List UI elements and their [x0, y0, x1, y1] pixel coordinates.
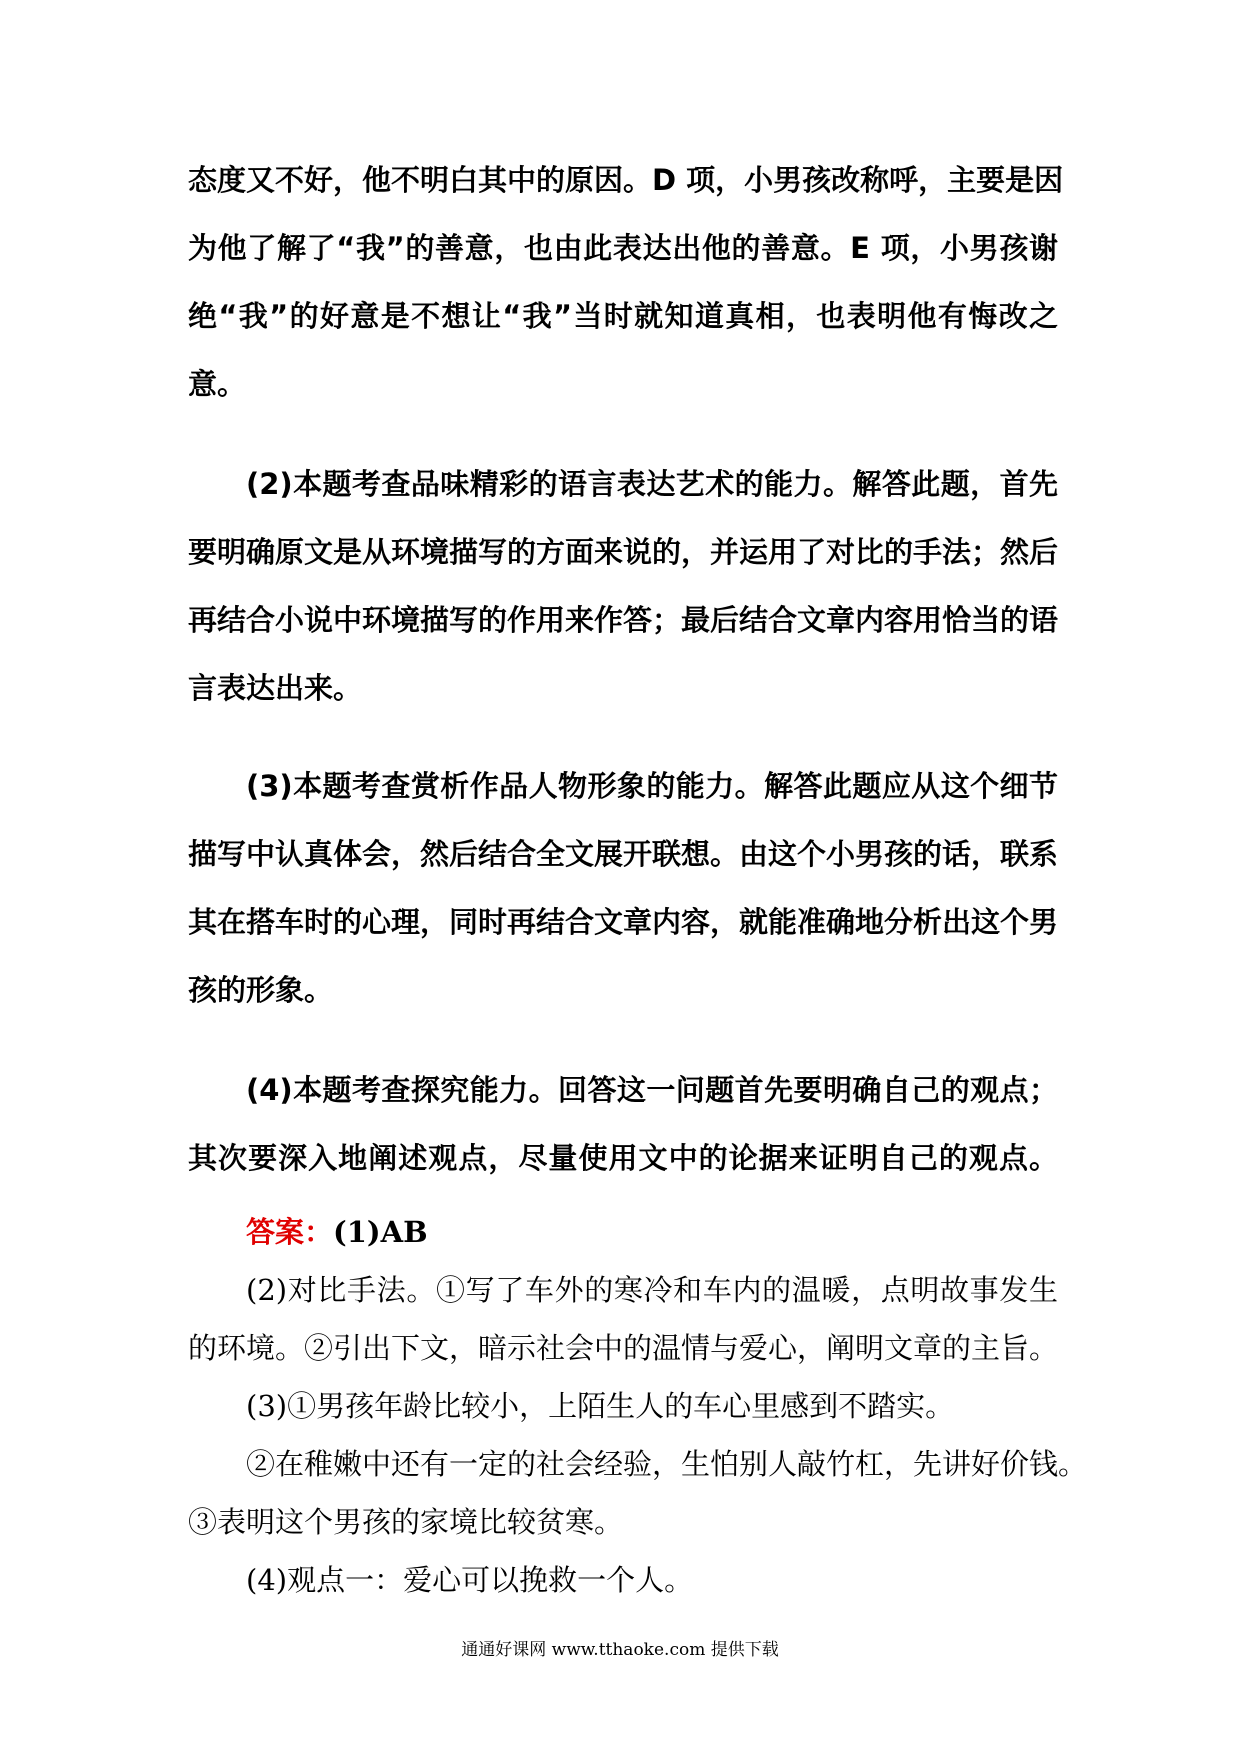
explanation-para1-line2: 为他了解了“我”的善意，也由此表达出他的善意。E 项，小男孩谢 — [188, 231, 1058, 265]
explanation-para3-line1: (3)本题考查赏析作品人物形象的能力。解答此题应从这个细节 — [246, 769, 1058, 803]
explanation-para1-line3: 绝“我”的好意是不想让“我”当时就知道真相，也表明他有悔改之 — [188, 299, 1058, 333]
explanation-para1-line1: 态度又不好，他不明白其中的原因。D 项，小男孩改称呼，主要是因 — [188, 163, 1064, 197]
answer-q3-line2: ②在稚嫩中还有一定的社会经验，生怕别人敲竹杠，先讲好价钱。 — [246, 1447, 1088, 1481]
answer-label: 答案： — [246, 1215, 334, 1249]
explanation-para2-line2: 要明确原文是从环境描写的方面来说的，并运用了对比的手法；然后 — [188, 535, 1059, 569]
answer-q3-line3: ③表明这个男孩的家境比较贫寒。 — [188, 1505, 624, 1539]
answer-q2-line2: 的环境。②引出下文，暗示社会中的温情与爱心，阐明文章的主旨。 — [188, 1331, 1059, 1365]
footer-source: 通通好课网 www.tthaoke.com 提供下载 — [461, 1640, 779, 1660]
explanation-para3-line3: 其在搭车时的心理，同时再结合文章内容，就能准确地分析出这个男 — [188, 905, 1059, 939]
explanation-para4-line2: 其次要深入地阐述观点，尽量使用文中的论据来证明自己的观点。 — [188, 1141, 1058, 1175]
explanation-para2-line1: (2)本题考查品味精彩的语言表达艺术的能力。解答此题，首先 — [246, 467, 1058, 501]
answer-q4: (4)观点一：爱心可以挽救一个人。 — [246, 1563, 694, 1597]
answer-heading — [246, 1210, 1058, 1250]
explanation-para3-line4: 孩的形象。 — [188, 973, 334, 1007]
explanation-para4-line1: (4)本题考查探究能力。回答这一问题首先要明确自己的观点； — [246, 1073, 1058, 1107]
explanation-para3-line2: 描写中认真体会，然后结合全文展开联想。由这个小男孩的话，联系 — [188, 837, 1059, 871]
explanation-para2-line4: 言表达出来。 — [188, 671, 363, 705]
explanation-para1-line4: 意。 — [188, 367, 247, 401]
answer-q2-line1: (2)对比手法。①写了车外的寒冷和车内的温暖，点明故事发生 — [246, 1273, 1058, 1307]
answer-q3-line1: (3)①男孩年龄比较小，上陌生人的车心里感到不踏实。 — [246, 1389, 955, 1423]
explanation-para2-line3: 再结合小说中环境描写的作用来作答；最后结合文章内容用恰当的语 — [188, 603, 1059, 637]
answer-q1: (1)AB — [333, 1215, 428, 1249]
